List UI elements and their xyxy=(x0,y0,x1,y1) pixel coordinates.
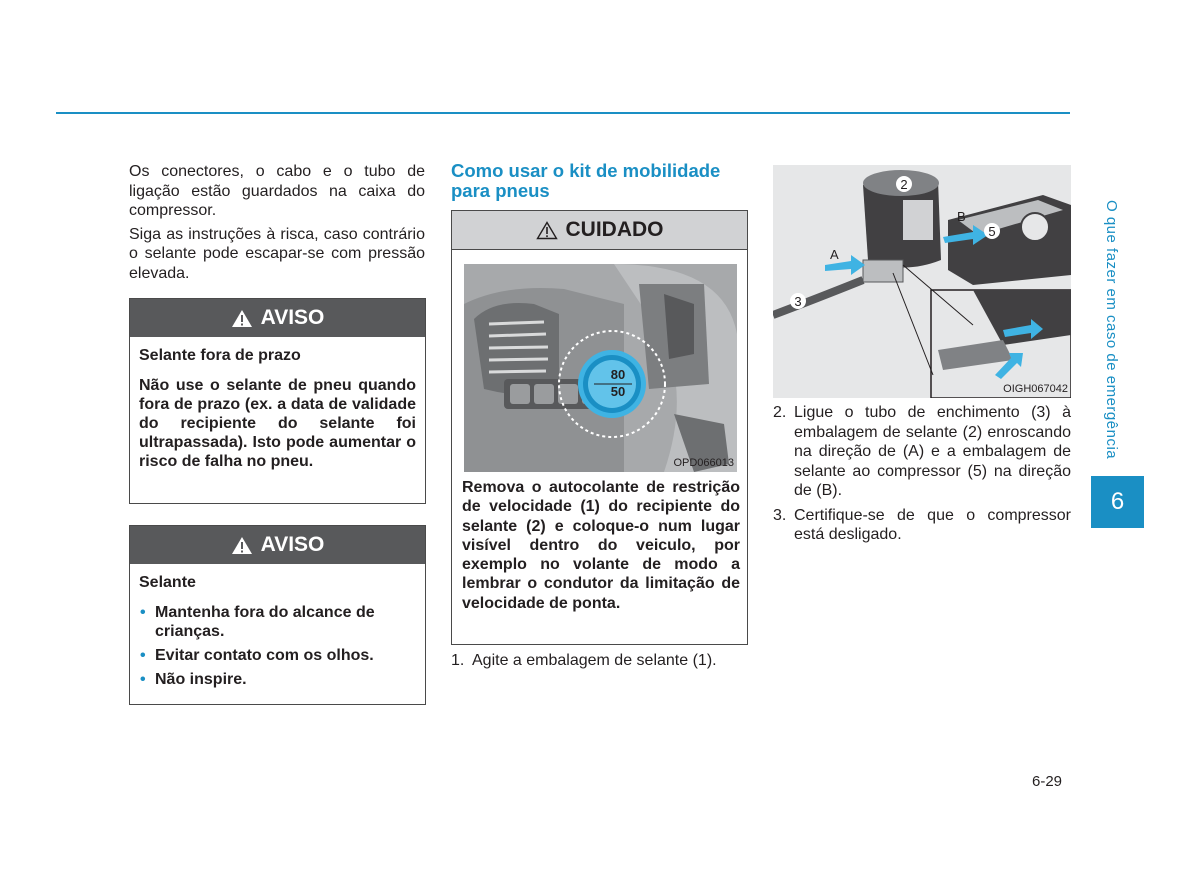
warning-box-sealant xyxy=(129,525,426,705)
section-title: Como usar o kit de mobilidade para pneus xyxy=(451,160,721,201)
label-3: 3 xyxy=(794,294,802,309)
page-number: 6-29 xyxy=(1032,773,1063,790)
caution-text: Remova o autocolante de restrição de velocidade (1) do recipiente do selante (2) e coloque-o num lugar visível dentro do veiculo, por exemplo no volante de modo a lembrar o condutor da limitação de velocidade de ponta. xyxy=(462,479,740,612)
chapter-title: O que fazer em caso de emergência xyxy=(1103,200,1120,460)
warning-triangle-icon xyxy=(231,536,253,555)
warning-header xyxy=(130,526,425,564)
warning-triangle-icon xyxy=(231,309,253,328)
list-item: • Mantenha fora do alcance de crianças. xyxy=(139,603,416,641)
chapter-side-title xyxy=(1100,200,1120,475)
label-5: 5 xyxy=(988,224,996,239)
list-item xyxy=(773,506,1071,545)
intro-paragraph-1: Os conectores, o cabo e o tubo de ligação estão guardados na caixa do compressor. xyxy=(129,163,425,219)
intro-text xyxy=(129,162,425,283)
dashboard-figure xyxy=(464,264,737,472)
warning-text: Não use o selante de pneu quando fora de prazo (ex. a data de validade do recipiente do selante foi ultrapassada). Isto pode aumentar o risco de falha no pneu. xyxy=(139,377,416,470)
list-item: • Evitar contato com os olhos. xyxy=(139,646,416,665)
figure-code: OPD066013 xyxy=(673,457,734,469)
dashboard-illustration xyxy=(464,264,737,472)
label-b: B xyxy=(957,209,966,224)
sticker-top-value: 80 xyxy=(610,367,626,382)
caution-box xyxy=(451,210,748,645)
warning-label: AVISO xyxy=(260,533,325,556)
step-number: 1. xyxy=(451,652,465,669)
warning-label: AVISO xyxy=(260,306,325,329)
top-rule xyxy=(56,112,1070,114)
label-a: A xyxy=(830,247,839,262)
figure-code: OIGH067042 xyxy=(1003,383,1068,395)
list-item: • Não inspire. xyxy=(139,670,416,689)
warning-subtitle: Selante xyxy=(139,574,196,591)
list-item xyxy=(773,403,1071,501)
warning-subtitle: Selante fora de prazo xyxy=(139,347,301,364)
step-text: Certifique-se de que o compressor está desligado. xyxy=(794,506,1071,543)
sticker-bottom-value: 50 xyxy=(610,384,626,399)
label-2: 2 xyxy=(900,177,908,192)
step-text: Agite a embalagem de selante (1). xyxy=(472,652,717,669)
warning-list xyxy=(139,603,416,689)
steps-list-col2 xyxy=(451,651,751,676)
sealant-connection-illustration xyxy=(773,165,1071,398)
caution-header xyxy=(452,211,747,250)
step-number: 2. xyxy=(773,404,787,421)
warning-box-expired-sealant xyxy=(129,298,426,504)
chapter-number: 6 xyxy=(1110,488,1125,515)
steps-list-col3 xyxy=(773,403,1071,550)
chapter-tab xyxy=(1091,476,1144,528)
step-number: 3. xyxy=(773,506,787,524)
list-item xyxy=(451,651,751,671)
intro-paragraph-2: Siga as instruções à risca, caso contrário o selante pode escapar-se com pressão elevada. xyxy=(129,225,425,282)
sealant-connection-figure xyxy=(773,165,1071,398)
caution-triangle-icon xyxy=(536,221,558,240)
step-text: Ligue o tubo de enchimento (3) à embalagem de selante (2) enroscando na direção de (A) e a embalagem de selante ao compressor (5) na direção de (B). xyxy=(794,404,1071,499)
warning-header xyxy=(130,299,425,337)
caution-label: CUIDADO xyxy=(565,218,664,241)
